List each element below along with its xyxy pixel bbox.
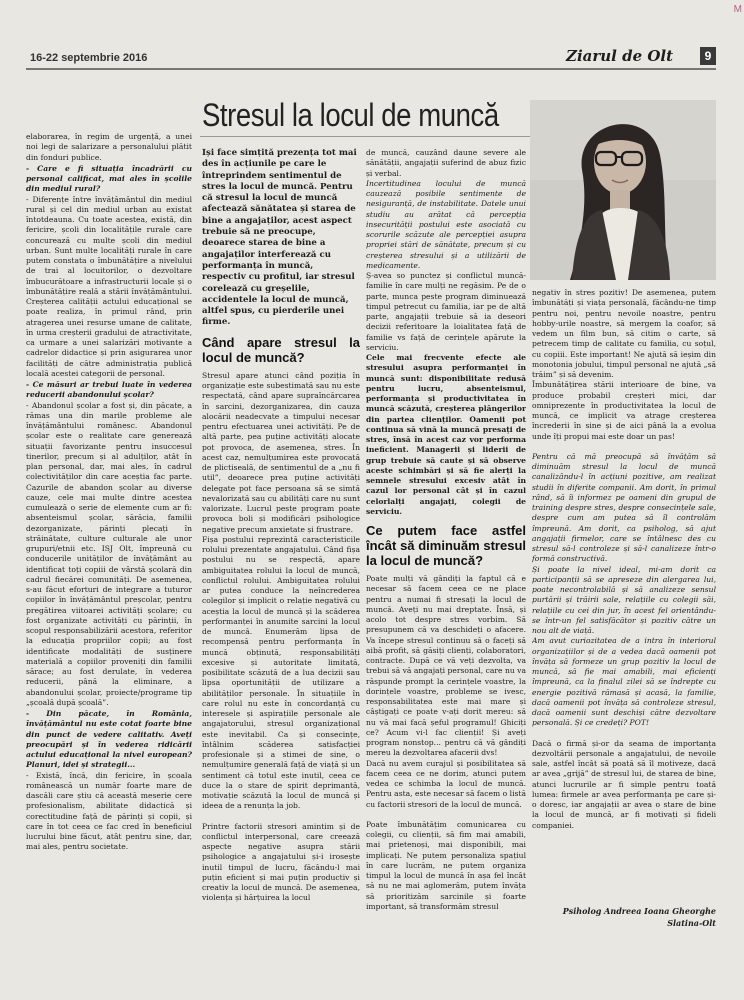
article-paragraph: Fișa postului reprezintă caracteristicile rolului prezentate angajatului. Când fișa postului nu se respectă, apare ambiguitatea rolului la locul de muncă, conflictul rolului. Ambiguitatea rolului ar putea conduce la neîncrederea colegilor și implicit o relație negativă cu aceștia la locul de muncă și la scăderea performanței în anumite sarcini la locul de muncă. Enumerăm lipsa de recompensă pentru performanța în muncă obținută, responsabilități excesive și autoritate limitată, posibilitate scăzută de a lua decizii sau lipsa oportunității de utilizare a abilităților personale. În situațiile în care rolul nu este în concordanță cu interesele și aspirațiile personale ale angajatorului, stresul organizațional este inevitabil. Ca și consecințe, întâlnim scăderea satisfacției profesionale și a stimei de sine, o nemulțumire generală față de viață și un sentiment că totul este inutil, ceea ce duce la o stare de spirit deprimantă, motivație scăzută la locul de muncă și ideea de a renunța la job. <box>202 534 360 811</box>
author-location: Slatina-Olt <box>667 918 716 928</box>
author-photo <box>530 100 716 280</box>
article-paragraph: Poate mulți vă gândiți la faptul că e necesar să facem ceea ce ne place pentru a numai fi stresați la locul de muncă. Aveți nu mai dreptate. Însă, și acolo tot despre stres vorbim. Să presupunem că va deschideți o afacere. Va începe stresul continuu să o faceți să aibă profit, să găsiți clienți, colaboratori, contracte. După ce vă veți dezvolta, va trebui să vă angajați personal, care nu va răspunde prompt la cerințele voastre, la dorințele voastre, probleme se ivesc, responsabilitatea este mai mare și câștigați ce poate v-ați dorit mereu: să nu vă mai facă șeful programul! Ghiciți ce? Acum vi-l fac clienții! Și aveți program nonstop... pentru că vă gândiți mereu la dezvoltarea afacerii dvs! <box>366 574 526 758</box>
edge-mark: M <box>733 4 742 15</box>
author-name: Psiholog Andreea Ioana Gheorghe <box>562 906 716 916</box>
article-paragraph: Și poate la nivel ideal, mi-am dorit ca participanții să se apreseze din alergarea lui, poate necontrolabilă și să analizeze sensul purtării și trăirii sale, relațiile cu colegii săi, relațiile cu cei din jur, în acest fel orientându-se într-un fel satisfăcător și pozitiv către un nou alt de viață. <box>532 564 716 635</box>
issue-date: 16-22 septembrie 2016 <box>30 52 148 64</box>
article-paragraph: negativ în stres pozitiv! De asemenea, putem îmbunătăți și viața personală, făcându-ne timp pentru noi, pentru nevoile noastre, pentru hobby-urile noastre, să mergem la coafor, să vedem un film bun, să citim o carte, să petrecem timp de calitate cu familia, cu soțul, cu copiii. Este important! Ne ajută să ieșim din monotonia jobului, timpul personal ne ajută „să trăim” și să devenim. <box>532 288 716 379</box>
masthead: Ziarul de Olt <box>566 47 674 65</box>
left-column <box>26 132 192 962</box>
author-portrait-illustration <box>530 100 716 280</box>
interview-answer: - Există, încă, din fericire, în școala românească un număr foarte mare de dascăli care știu că această meserie cere profesionalism, abilitate didactică și corectitudine față de părinți și copii, și care în tot ceea ce fac cred în beneficiul lucrului bine făcut, atât pentru sine, dar, mai ales, pentru societate. <box>26 770 192 852</box>
article-paragraph: Cele mai frecvente efecte ale stresului asupra performanței în muncă sunt: disponibilitate redusă pentru lucru, absenteismul, performanța și productivitatea în muncă scăzută, creșterea plângerilor din partea clienților. Oamenii pot continua să vină la muncă presați de stres, însă în acest caz vor performa ineficient. Managerii și liderii de grup trebuie să caute și să observe aceste schimbări și să fie alerți la semnele stresului excesiv atât în cazul lor personal cât și în cazul celorlalți angajați, colegii de serviciu. <box>366 353 526 516</box>
article-paragraph: Ș-avea so punctez și conflictul muncă-familie în care mulți ne regăsim. Pe de o parte, munca peste program diminuează timpul petrecut cu familia, iar pe de altă parte, angajații trebuie să ia deseori decizii referitoare la loialitatea față de familie vs față de cerințele apărute la serviciu. <box>366 271 526 352</box>
header-rule <box>26 68 716 70</box>
interview-question: - Care e fi situația încadrării cu personal calificat, mai ales în școlile din mediul rural? <box>26 163 192 194</box>
third-column <box>366 148 526 966</box>
article-paragraph: Am avut curiozitatea de a intra în interiorul organizațiilor și de a vedea dacă oamenii pot învăța să formeze un grup pozitiv la locul de muncă, să fie mai amabili, mai eficienți împreună, ca la finalul zilei să se îndrepte cu energie pozitivă rămasă și acasă, la familie, dacă oamenii pot învăța să controleze stresul, dacă oamenii sunt deschiși către dezvoltare personală. Și ce credeți? POT! <box>532 636 716 728</box>
article-lead: Își face simțită prezența tot mai des în acțiunile pe care le întreprindem sentimentul de stres la locul de muncă. Pentru că stresul la locul de muncă afectează sănătatea și starea de bine a angajaților, acest aspect trebuie să ne preocupe, deoarece starea de bine a angajaților interferează cu performanța în muncă, respectiv cu profitul, iar stresul corelează cu greșelile, accidentele la locul de muncă, altfel spus, cu pierderile unei firme. <box>202 148 357 328</box>
interview-answer: - Diferențe între învățământul din mediul rural și cel din mediul urban au existat întotdeauna. Cu toate acestea, există, din fericire, școli din localitățile rurale care concurează cu multe școli din mediul urban. Sunt multe localități rurale în care putem constata o îmbunătățire a nivelului de trai al locuitorilor, o dezvoltare îmbucurătoare a infrastructurii locale și o îmbunătățire reală a stării învățământului. Creșterea calității actului educațional se poate realiza, în primul rând, prin atragerea unei resurse umane de calitate, în urma creșterii gradului de atractivitate, ca urmare a unei salarizări motivante a cadrelor didactice și prin asigurarea unor facilități de către administrația publică locală acestei categorii de personal. <box>26 194 192 378</box>
article-paragraph: Stresul apare atunci când poziția în organizație este subestimată sau nu este respectată, când apare supraîncărcarea în sarcini, dezorganizarea, din cauza alocării neadecvate a timpului necesar pentru efectuarea unei activități. Pe de altă parte, pea puține activități alocate pot provoca, de asemenea, stres. În acest caz, nemulțumirea este provocată de plictiseală, de sentimentul de a „nu fi util”, deoarece prea puține activități delegate pot face persoana să se simtă nevalorizată sau cu abilități care nu sunt valorizate. Lucrul peste program poate provoca boli și modificări psihologice negative precum anxietate și frustrare. <box>202 370 360 534</box>
article-paragraph: de muncă, cauzând daune severe ale sănătății, angajații suferind de abuz fizic și verbal. <box>366 148 526 178</box>
interview-question: - Din păcate, în România, învățământul nu este cotat foarte bine din punct de vedere calitativ. Aveți preocupări și în vederea ridicării actului educațional la nivel european? Planuri, idei și strategii... <box>26 709 192 770</box>
author-signature <box>532 905 716 929</box>
article-paragraph: Pentru că mă preocupă să învățăm să diminuăm stresul la locul de muncă canalizându-l în acțiuni pozitive, am realizat studii în diferite companii. Am dorit, în primul rând, să îi informez pe oameni din grupul de training despre stres, despre consecințele sale, despre cum am putea să îl controlăm împreună. Am dorit, ca psiholog, să ajut angajații firmelor, care se întâlnesc des cu stresul să-l controleze și să-l canalizeze într-o formă constructivă. <box>532 451 716 564</box>
interview-paragraph: elaborarea, în regim de urgență, a unei noi legi de salarizare a personalului plătit din fonduri publice. <box>26 132 192 162</box>
subheading-when: Când apare stresul la locul de muncă? <box>202 334 360 365</box>
page-number-badge: 9 <box>700 47 716 65</box>
middle-column <box>202 148 360 966</box>
interview-question: - Ce măsuri ar trebui luate în vederea reducerii abandonului școlar? <box>26 380 192 400</box>
interview-answer: - Abandonul școlar a fost și, din păcate, a rămas una din marile probleme ale învățământului românesc. Abandonul școlar este o realitate care generează situații favorizante pentru insuccesul tinerilor, precum și al adulților, atât în plan personal, dar, mai ales, în cadrul colectivităților din care aceștia fac parte. Cazurile de abandon școlar au diverse cauze, cele mai multe dintre acestea cumulează o serie de elemente cum ar fi: absenteismul școlar, sărăcia, familii dezorganizate, părinți plecați în străinătate, culture culturale ale unor grupuri/etnii etc. ISJ Olt, împreună cu conducerile unităților de învățământ au identificat toți copiii de vârstă școlară din cadrul fiecărei comunități. De asemenea, s-au făcut eforturi de integrare a tuturor copiilor în învățământul preșcolar, pentru pregătirea viitoarei activități școlare; cu fost organizate activități cu părinții, în scopul responsabilizării acestora, referitor la educația propriilor copii; au fost identificate modalități de susținere materială a copiilor proveniți din familii sărace; au fost derulate, în vederea reducerii, până la eliminare, a abandonului școlar, proiecte/programe tip „școală după școală”. <box>26 400 192 707</box>
article-paragraph: Poate îmbunătățim comunicarea cu colegii, cu clienții, să fim mai amabili, mai prietenoși, mai disponibili, mai implicați. Ne putem personaliza spațiul în care lucrăm, ne putem organiza timpul la locul de muncă în așa fel încât să nu ne mai aglomerăm, putem învăța să prioritizăm sarcinile și foarte important, să transformăm stresul <box>366 819 526 911</box>
subheading-how: Ce putem face astfel încât să diminuăm stresul la locul de muncă? <box>366 523 526 568</box>
article-paragraph: Îmbunătățirea stării interioare de bine, va produce probabil creșteri mici, dar omniprezente în productivitatea la locul de muncă, ce implicit va atrage creșterea încrederii în sine și de aici până la a evolua unde îți propui mai este doar un pas! <box>532 380 716 441</box>
article-headline: Stresul la locul de muncă <box>202 97 499 133</box>
article-paragraph: Dacă o firmă și-or da seama de importanța dezvoltării personale a angajatului, de nevoile sale, astfel încât să poată să îl motiveze, dacă ar avea „grijă” de stresul lui, de starea de bine, atunci lucrurile ar fi simple pentru toată lumea: firmele ar avea performanța pe care și-o doresc, iar angajații ar avea o stare de bine la locul de muncă, ar fi motivați și fideli companiei. <box>532 738 716 830</box>
article-paragraph: Dacă nu avem curajul și posibilitatea să facem ceea ce ne dorim, atunci putem vedea ce schimba la locul de muncă. Pentru asta, este necesar să facem o listă cu factorii stresori de la locul de muncă. <box>366 758 526 809</box>
right-column <box>532 288 716 888</box>
article-paragraph: Incertitudinea locului de muncă cauzează posibile sentimente de nesiguranță, de instabilitate. Datele unui studiu au arătat că percepția insecurității postului este asociată cu scorurile scăzute ale percepției asupra propriei stări de sănătate, precum și cu creșterea stresului și a utilizării de medicamente. <box>366 178 526 270</box>
article-paragraph: Printre factorii stresori amintim și de conflictul interpersonal, care creează aspecte negative asupra stării psihologice a angajatului și-i irosește inutil timpul de lucru, făcându-l mai puțin eficient și mai puțin productiv și creativ la locul de muncă. De asemenea, violența și hărțuirea la locul <box>202 821 360 903</box>
